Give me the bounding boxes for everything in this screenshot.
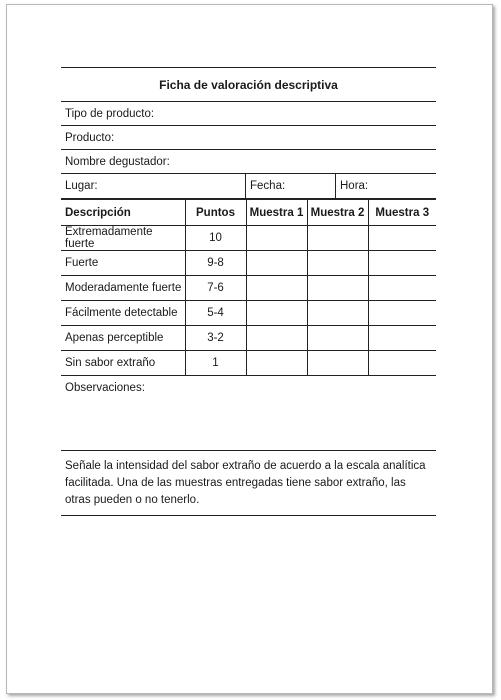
header-muestra-2: Muestra 2 — [307, 200, 368, 226]
description-cell: Moderadamente fuerte — [61, 276, 185, 301]
sample-1-cell[interactable] — [246, 326, 307, 351]
sample-2-cell[interactable] — [307, 276, 368, 301]
table-row — [61, 326, 436, 351]
table-row — [61, 276, 436, 301]
observations-label: Observaciones: — [65, 382, 145, 394]
product-type-label: Tipo de producto: — [65, 107, 155, 120]
form-title: Ficha de valoración descriptiva — [61, 67, 436, 102]
sample-1-cell[interactable] — [246, 251, 307, 276]
product-label: Producto: — [65, 131, 115, 144]
sample-3-cell[interactable] — [368, 301, 436, 326]
taster-name-label: Nombre degustador: — [65, 155, 170, 168]
table-header-row — [61, 200, 436, 226]
sample-2-cell[interactable] — [307, 301, 368, 326]
header-muestra-3: Muestra 3 — [368, 200, 436, 226]
points-cell: 9-8 — [185, 251, 246, 276]
header-muestra-1: Muestra 1 — [246, 200, 307, 226]
points-cell: 1 — [185, 351, 246, 376]
date-field[interactable] — [246, 174, 336, 198]
sample-3-cell[interactable] — [368, 326, 436, 351]
sample-1-cell[interactable] — [246, 276, 307, 301]
tasting-form — [61, 67, 436, 516]
points-cell: 5-4 — [185, 301, 246, 326]
sample-3-cell[interactable] — [368, 351, 436, 376]
table-row — [61, 301, 436, 326]
place-label: Lugar: — [65, 180, 98, 192]
table-row — [61, 251, 436, 276]
place-date-time-row — [61, 174, 436, 199]
instructions-text: Señale la intensidad del sabor extraño de acuerdo a la escala analítica facilitada. Una de las muestras entregadas tiene sabor extraño, las otras pueden o no tenerlo. — [61, 451, 436, 516]
sample-1-cell[interactable] — [246, 226, 307, 251]
sample-3-cell[interactable] — [368, 276, 436, 301]
table-row — [61, 351, 436, 376]
description-cell: Fuerte — [61, 251, 185, 276]
product-field[interactable] — [61, 126, 436, 150]
description-cell: Apenas perceptible — [61, 326, 185, 351]
sample-1-cell[interactable] — [246, 351, 307, 376]
rating-table — [61, 199, 436, 376]
sample-3-cell[interactable] — [368, 251, 436, 276]
description-cell: Extremadamente fuerte — [61, 226, 185, 251]
sample-2-cell[interactable] — [307, 226, 368, 251]
sample-1-cell[interactable] — [246, 301, 307, 326]
sample-2-cell[interactable] — [307, 251, 368, 276]
description-cell: Fácilmente detectable — [61, 301, 185, 326]
points-cell: 3-2 — [185, 326, 246, 351]
table-row — [61, 226, 436, 251]
header-puntos: Puntos — [185, 200, 246, 226]
taster-name-field[interactable] — [61, 150, 436, 174]
document-page — [6, 4, 493, 694]
place-field[interactable] — [61, 174, 246, 198]
product-type-field[interactable] — [61, 102, 436, 126]
time-label: Hora: — [340, 180, 369, 192]
description-cell: Sin sabor extraño — [61, 351, 185, 376]
points-cell: 7-6 — [185, 276, 246, 301]
sample-2-cell[interactable] — [307, 351, 368, 376]
points-cell: 10 — [185, 226, 246, 251]
sample-2-cell[interactable] — [307, 326, 368, 351]
observations-field[interactable] — [61, 376, 436, 451]
time-field[interactable] — [336, 174, 436, 198]
sample-3-cell[interactable] — [368, 226, 436, 251]
header-descripcion: Descripción — [61, 200, 185, 226]
date-label: Fecha: — [250, 180, 286, 192]
